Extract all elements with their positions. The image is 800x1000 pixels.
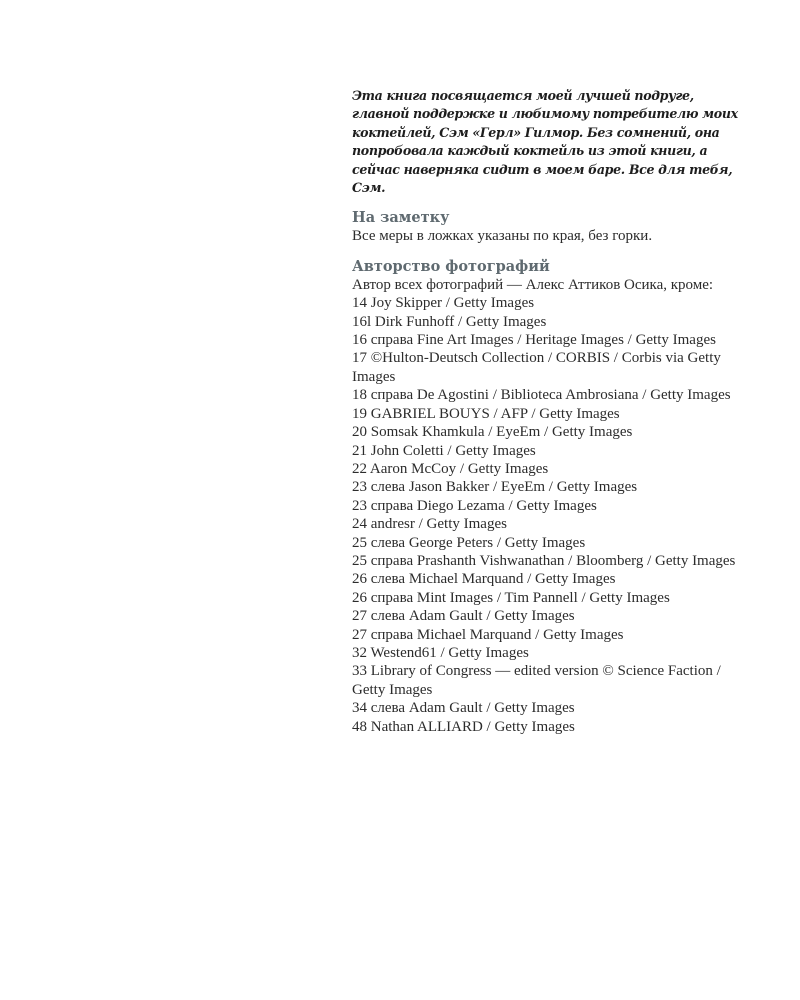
credit-item: 16l Dirk Funhoff / Getty Images [352, 313, 547, 330]
credit-item: 32 Westend61 / Getty Images [352, 644, 529, 661]
credit-item: 18 справа De Agostini / Biblioteca Ambrosiana / Getty Images [352, 387, 731, 404]
credit-item: 25 справа Prashanth Vishwanathan / Bloomberg / Getty Images [352, 552, 736, 569]
credit-item: 27 слева Adam Gault / Getty Images [352, 608, 575, 625]
photo-credits-list [352, 294, 740, 736]
note-heading: На заметку [352, 209, 450, 227]
credit-item: 22 Aaron McCoy / Getty Images [352, 460, 549, 477]
credit-item: 16 справа Fine Art Images / Heritage Images / Getty Images [352, 332, 716, 349]
photo-credits-heading: Авторство фотографий [352, 257, 550, 275]
credit-item: 26 справа Mint Images / Tim Pannell / Getty Images [352, 589, 670, 606]
credit-item: 33 Library of Congress — edited version © Science Faction / Getty Images [352, 663, 721, 698]
credit-item: 24 andresr / Getty Images [352, 516, 507, 533]
credit-item: 26 слева Michael Marquand / Getty Images [352, 571, 616, 588]
credit-item: 14 Joy Skipper / Getty Images [352, 295, 535, 312]
dedication-text: Эта книга посвящается моей лучшей подруге, главной поддержке и любимому потребителю моих коктейлей, Сэм «Герл» Гилмор. Без сомнений, она попробовала каждый коктейль из этой книги, а сейчас наверняка сидит в моем баре. Все для тебя, Сэм. [352, 88, 738, 196]
credit-item: 23 справа Diego Lezama / Getty Images [352, 497, 597, 514]
credit-item: 25 слева George Peters / Getty Images [352, 534, 586, 551]
credit-item: 19 GABRIEL BOUYS / AFP / Getty Images [352, 405, 620, 422]
note-text: Все меры в ложках указаны по края, без горки. [352, 228, 653, 245]
credit-item: 48 Nathan ALLIARD / Getty Images [352, 718, 575, 735]
credit-item: 20 Somsak Khamkula / EyeEm / Getty Images [352, 424, 633, 441]
credit-item: 27 справа Michael Marquand / Getty Images [352, 626, 624, 643]
credit-item: 21 John Coletti / Getty Images [352, 442, 536, 459]
credit-item: 17 ©Hulton-Deutsch Collection / CORBIS / Corbis via Getty Images [352, 350, 721, 385]
credit-item: 34 слева Adam Gault / Getty Images [352, 700, 575, 717]
credit-item: 23 слева Jason Bakker / EyeEm / Getty Images [352, 479, 638, 496]
text-column [352, 87, 740, 736]
photo-credits-intro: Автор всех фотографий — Алекс Аттиков Осика, кроме: [352, 276, 714, 293]
